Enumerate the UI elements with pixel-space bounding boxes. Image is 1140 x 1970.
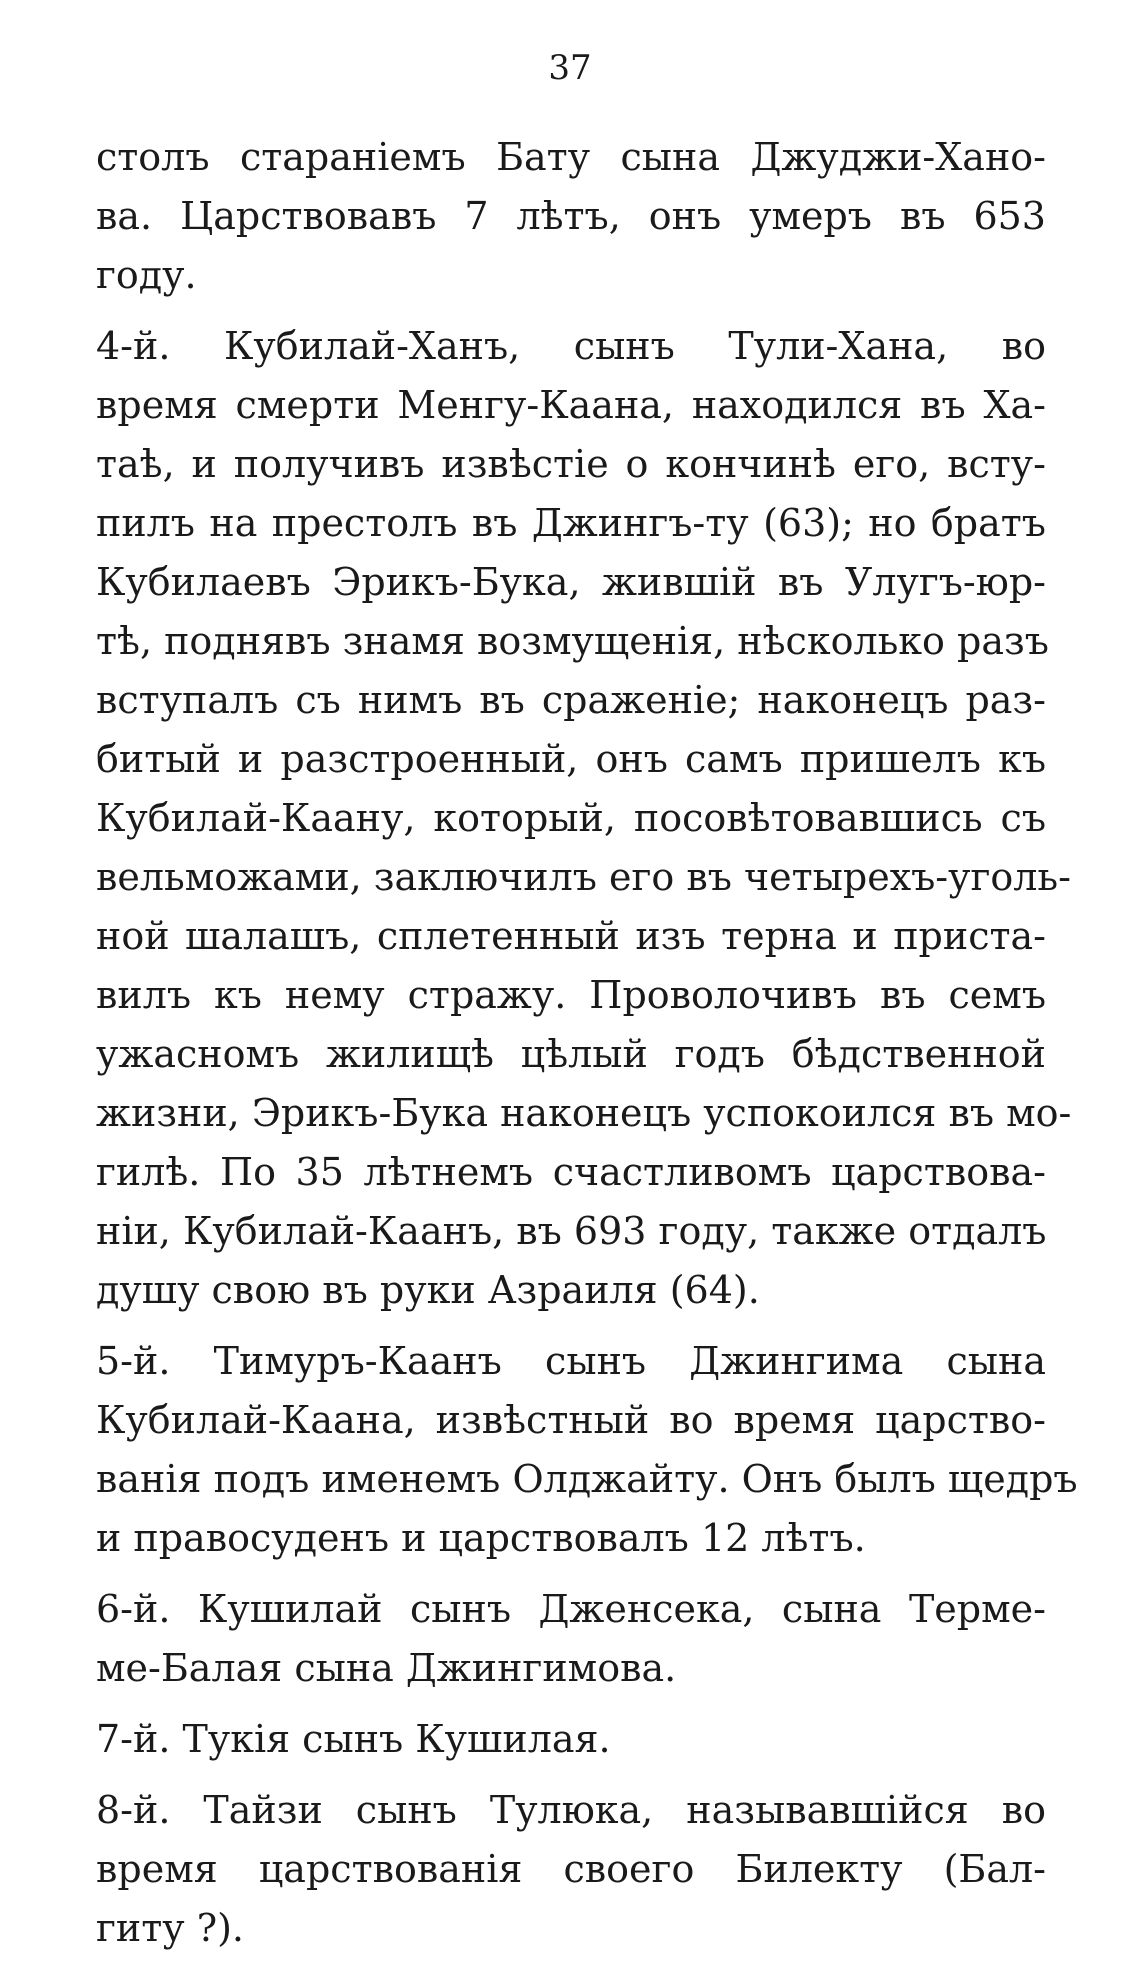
text-line: вилъ къ нему стражу. Проволочивъ въ семъ <box>96 973 1046 1017</box>
text-line: гилѣ. По 35 лѣтнемъ счастливомъ царствова- <box>96 1150 1046 1194</box>
text-line: время царствованія своего Билекту (Бал- <box>96 1847 1046 1891</box>
text-line: ніи, Кубилай-Каанъ, въ 693 году, также отдалъ <box>96 1209 1047 1253</box>
text-line: пилъ на престолъ въ Джингъ-ту (63); но братъ <box>96 501 1046 545</box>
text-line: и правосуденъ и царствовалъ 12 лѣтъ. <box>96 1516 866 1560</box>
page-number: 37 <box>548 48 592 88</box>
text-line: ванія подъ именемъ Олджайту. Онъ былъ щедръ <box>96 1457 1078 1501</box>
text-line: столъ стараніемъ Бату сына Джуджи-Хано- <box>96 135 1046 179</box>
text-line: ужасномъ жилищѣ цѣлый годъ бѣдственной <box>96 1032 1046 1076</box>
text-line: ва. Царствовавъ 7 лѣтъ, онъ умеръ въ 653 <box>96 194 1046 238</box>
text-line: Кубилай-Каана, извѣстный во время царство- <box>96 1398 1046 1442</box>
text-line: тѣ, поднявъ знамя возмущенія, нѣсколько разъ <box>96 619 1049 663</box>
text-line: жизни, Эрикъ-Бука наконецъ успокоился въ мо- <box>96 1091 1072 1135</box>
text-line: Кубилай-Каану, который, посовѣтовавшись съ <box>96 796 1046 840</box>
text-line: 4-й. Кубилай-Ханъ, сынъ Тули-Хана, во <box>96 324 1046 368</box>
text-line: ме-Балая сына Джингимова. <box>96 1646 677 1690</box>
text-line: таѣ, и получивъ извѣстіе о кончинѣ его, всту- <box>96 442 1046 486</box>
text-line: 5-й. Тимуръ-Каанъ сынъ Джингима сына <box>96 1339 1046 1383</box>
paragraph <box>96 128 1046 305</box>
text-line: вступалъ съ нимъ въ сраженіе; наконецъ раз- <box>96 678 1046 722</box>
text-line: ной шалашъ, сплетенный изъ терна и приста- <box>96 914 1046 958</box>
text-line: время смерти Менгу-Каана, находился въ Ха- <box>96 383 1046 427</box>
paragraph <box>96 1332 1078 1568</box>
paragraph <box>96 1580 1046 1698</box>
paragraph <box>96 1710 1046 1769</box>
text-line: 6-й. Кушилай сынъ Дженсека, сына Терме- <box>96 1587 1046 1631</box>
text-line: душу свою въ руки Азраиля (64). <box>96 1268 760 1312</box>
text-line: году. <box>96 253 197 297</box>
page-text <box>96 128 1078 1970</box>
text-line: битый и разстроенный, онъ самъ пришелъ къ <box>96 737 1046 781</box>
text-line: Кубилаевъ Эрикъ-Бука, жившій въ Улугъ-юр- <box>96 560 1046 604</box>
text-line: 8-й. Тайзи сынъ Тулюка, называвшійся во <box>96 1788 1046 1832</box>
paragraph <box>96 317 1072 1320</box>
text-line: гиту ?). <box>96 1906 244 1950</box>
text-line: вельможами, заключилъ его въ четырехъ-уголь- <box>96 855 1071 899</box>
paragraph <box>96 1781 1046 1958</box>
text-line: 7-й. Тукія сынъ Кушилая. <box>96 1717 611 1761</box>
